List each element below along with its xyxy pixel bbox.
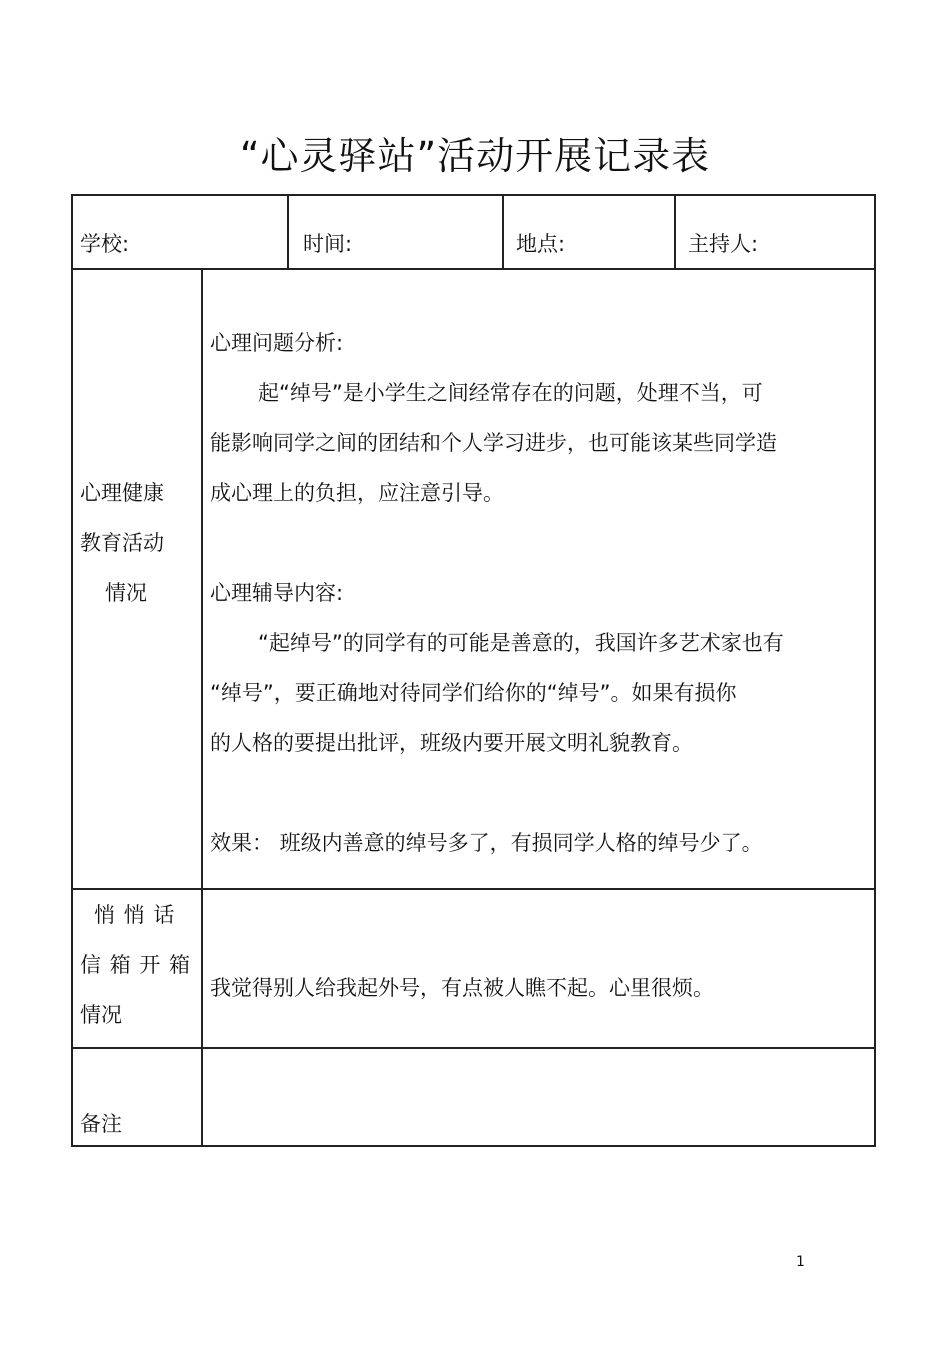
table-border-left bbox=[71, 194, 73, 1146]
analysis-line-2: 能影响同学之间的团结和个人学习进步，也可能该某些同学造 bbox=[210, 431, 777, 455]
host-label: 主持人: bbox=[688, 232, 759, 256]
activity-label-line3: 情况 bbox=[105, 581, 147, 605]
table-border-top bbox=[71, 194, 876, 196]
table-divider-mailbox bbox=[71, 1047, 876, 1049]
table-border-bottom bbox=[71, 1145, 876, 1147]
activity-label-line1: 心理健康 bbox=[80, 481, 164, 505]
table-divider-header bbox=[71, 268, 876, 270]
header-divider-2 bbox=[502, 194, 504, 269]
school-label: 学校: bbox=[80, 232, 130, 256]
mailbox-label-line3: 情况 bbox=[80, 1003, 122, 1027]
analysis-line-1: 起“绰号”是小学生之间经常存在的问题，处理不当，可 bbox=[258, 381, 763, 405]
table-border-right bbox=[874, 194, 876, 1146]
counseling-line-1: “起绰号”的同学有的可能是善意的，我国许多艺术家也有 bbox=[258, 631, 784, 655]
analysis-heading: 心理问题分析: bbox=[210, 331, 344, 355]
page-number: 1 bbox=[796, 1254, 805, 1270]
effect-line: 效果： 班级内善意的绰号多了，有损同学人格的绰号少了。 bbox=[210, 831, 763, 855]
table-divider-activity bbox=[71, 888, 876, 890]
header-divider-3 bbox=[674, 194, 676, 269]
time-label: 时间: bbox=[303, 232, 353, 256]
label-column-divider bbox=[201, 268, 203, 1146]
header-divider-1 bbox=[287, 194, 289, 269]
mailbox-label-line2: 信 箱 开 箱 bbox=[80, 953, 192, 977]
counseling-line-2: “绰号”，要正确地对待同学们给你的“绰号”。如果有损你 bbox=[210, 681, 737, 705]
mailbox-label-line1: 悄 悄 话 bbox=[94, 903, 176, 927]
place-label: 地点: bbox=[516, 232, 566, 256]
page-title: “心灵驿站”活动开展记录表 bbox=[239, 134, 711, 178]
activity-label-line2: 教育活动 bbox=[80, 531, 164, 555]
analysis-line-3: 成心理上的负担，应注意引导。 bbox=[210, 481, 504, 505]
mailbox-content: 我觉得别人给我起外号，有点被人瞧不起。心里很烦。 bbox=[210, 976, 714, 1000]
remarks-label: 备注 bbox=[80, 1112, 122, 1136]
counseling-heading: 心理辅导内容: bbox=[210, 581, 344, 605]
counseling-line-3: 的人格的要提出批评，班级内要开展文明礼貌教育。 bbox=[210, 731, 693, 755]
